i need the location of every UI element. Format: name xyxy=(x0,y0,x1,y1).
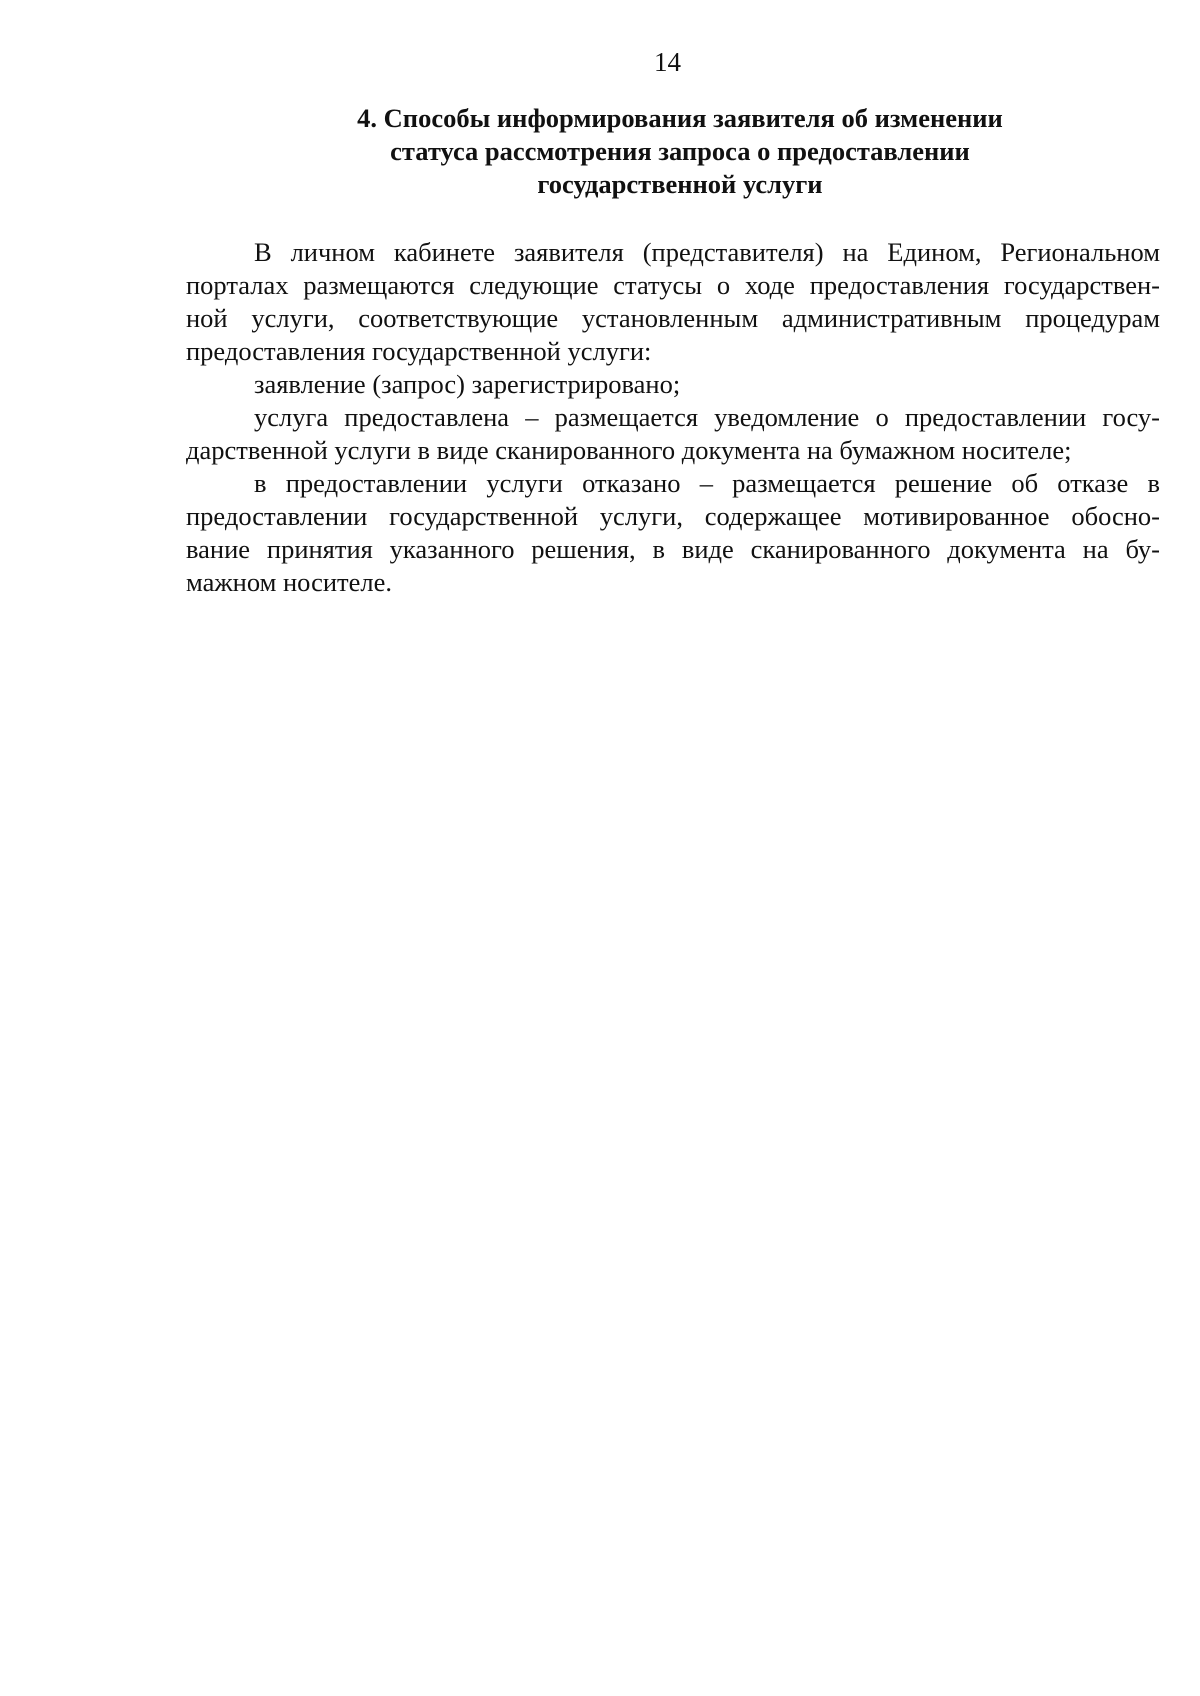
section-heading-line: статуса рассмотрения запроса о предоставлении xyxy=(390,136,970,166)
text-line: в предоставлении услуги отказано – размещается решение об отказе в xyxy=(254,468,1160,498)
section-heading xyxy=(300,102,1060,201)
page-number: 14 xyxy=(654,47,681,77)
text-line: мажном носителе. xyxy=(186,567,392,597)
text-line: порталах размещаются следующие статусы о ходе предоставления государствен- xyxy=(186,270,1160,300)
text-line: предоставлении государственной услуги, содержащее мотивированное обосно- xyxy=(186,501,1160,531)
document-body xyxy=(186,236,1160,599)
text-line: В личном кабинете заявителя (представителя) на Едином, Региональном xyxy=(254,237,1160,267)
text-line: ной услуги, соответствующие установленным административным процедурам xyxy=(186,303,1160,333)
section-heading-line: 4. Способы информирования заявителя об изменении xyxy=(357,103,1003,133)
text-line: услуга предоставлена – размещается уведомление о предоставлении госу- xyxy=(254,402,1160,432)
paragraph-intro xyxy=(186,236,1160,368)
text-line: вание принятия указанного решения, в виде сканированного документа на бу- xyxy=(186,534,1160,564)
text-line: заявление (запрос) зарегистрировано; xyxy=(254,369,681,399)
paragraph-status-refused xyxy=(186,467,1160,599)
paragraph-status-provided xyxy=(186,401,1160,467)
section-heading-line: государственной услуги xyxy=(537,169,823,199)
paragraph-status-registered xyxy=(186,368,1160,401)
text-line: дарственной услуги в виде сканированного документа на бумажном носителе; xyxy=(186,435,1072,465)
text-line: предоставления государственной услуги: xyxy=(186,336,652,366)
